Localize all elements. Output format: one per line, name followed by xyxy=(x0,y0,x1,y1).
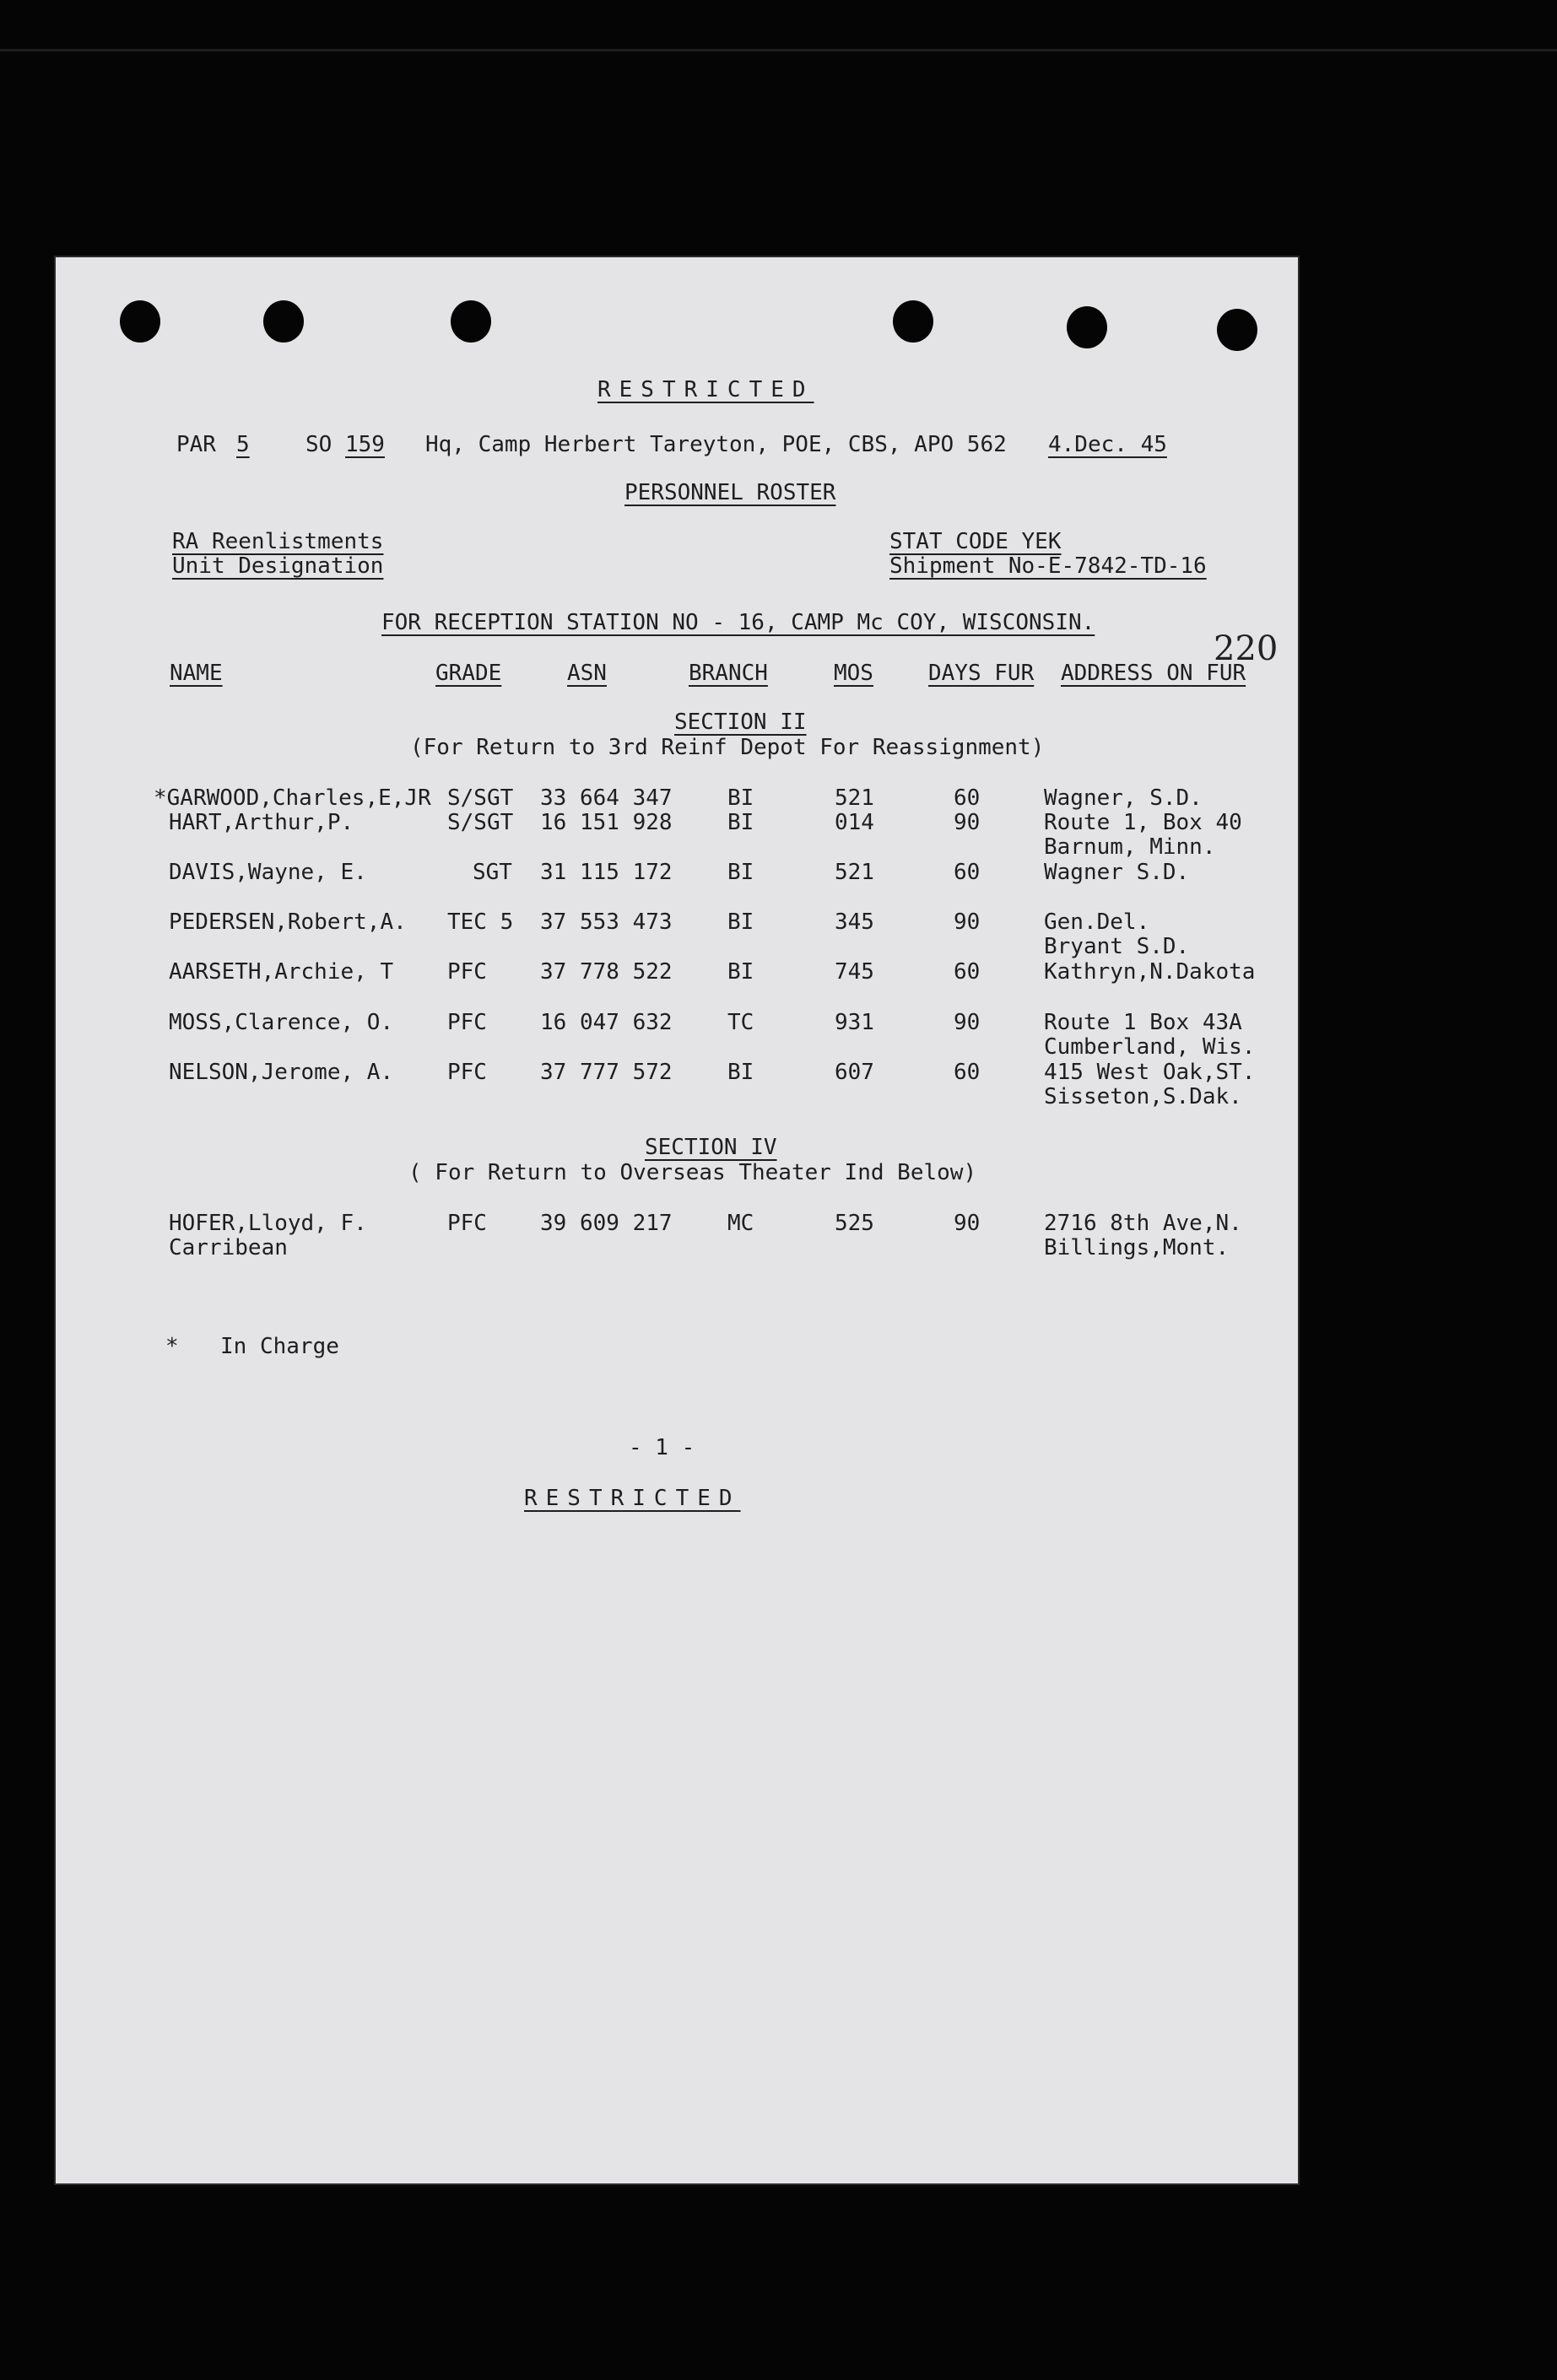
cell-grade: PFC xyxy=(447,1060,487,1085)
cell-branch: BI xyxy=(727,959,754,985)
cell-grade: SGT xyxy=(473,860,512,885)
cell-branch: MC xyxy=(727,1211,754,1236)
cell-mos: 607 xyxy=(835,1060,874,1085)
cell-mos: 931 xyxy=(835,1010,874,1035)
headquarters-line: Hq, Camp Herbert Tareyton, POE, CBS, APO 562 xyxy=(425,432,1007,457)
cell-mos: 525 xyxy=(835,1211,874,1236)
cell-asn: 33 664 347 xyxy=(540,785,673,811)
roster-title: PERSONNEL ROSTER xyxy=(624,480,836,505)
cell-branch: BI xyxy=(727,860,754,885)
cell-name: MOSS,Clarence, O. xyxy=(169,1010,394,1035)
cell-asn: 37 777 572 xyxy=(540,1060,673,1085)
cell-asn: 16 151 928 xyxy=(540,810,673,835)
cell-name: HART,Arthur,P. xyxy=(169,810,354,835)
column-header-grade: GRADE xyxy=(435,661,502,686)
document-page xyxy=(54,256,1300,2185)
column-header-asn: ASN xyxy=(567,661,607,686)
cell-days: 60 xyxy=(954,1060,981,1085)
footnote-text: In Charge xyxy=(220,1334,339,1359)
unit-designation-label: Unit Designation xyxy=(172,553,384,579)
cell-branch: TC xyxy=(727,1010,754,1035)
cell-name: NELSON,Jerome, A. xyxy=(169,1060,394,1085)
so-value: 159 xyxy=(345,432,385,457)
cell-mos: 521 xyxy=(835,860,874,885)
punch-hole xyxy=(1217,309,1257,351)
cell-days: 90 xyxy=(954,1211,981,1236)
cell-address: Route 1 Box 43A xyxy=(1044,1010,1242,1035)
cell-address: Wagner, S.D. xyxy=(1044,785,1203,811)
page-stamp: 220 xyxy=(1214,629,1279,668)
page-number: - 1 - xyxy=(629,1435,695,1460)
punch-hole xyxy=(120,300,160,343)
classification-header: RESTRICTED xyxy=(597,377,814,402)
cell-address-line2: Billings,Mont. xyxy=(1044,1235,1230,1260)
column-header-name: NAME xyxy=(170,661,223,686)
section-subtitle: ( For Return to Overseas Theater Ind Below) xyxy=(408,1160,977,1185)
cell-address-line2: Cumberland, Wis. xyxy=(1044,1034,1256,1060)
order-date: 4.Dec. 45 xyxy=(1048,432,1167,457)
cell-grade: PFC xyxy=(447,1211,487,1236)
cell-mos: 521 xyxy=(835,785,874,811)
column-header-branch: BRANCH xyxy=(689,661,768,686)
destination-line: FOR RECEPTION STATION NO - 16, CAMP Mc COY, WISCONSIN. xyxy=(381,610,1095,635)
cell-days: 90 xyxy=(954,909,981,935)
classification-footer: RESTRICTED xyxy=(524,1486,741,1511)
punch-hole xyxy=(451,300,491,343)
scan-edge xyxy=(0,49,1557,51)
par-label: PAR xyxy=(176,432,216,457)
cell-days: 60 xyxy=(954,959,981,985)
cell-grade: PFC xyxy=(447,1010,487,1035)
cell-days: 90 xyxy=(954,810,981,835)
cell-days: 60 xyxy=(954,860,981,885)
cell-address-line2: Sisseton,S.Dak. xyxy=(1044,1084,1242,1109)
punch-hole xyxy=(263,300,304,343)
stat-code: STAT CODE YEK xyxy=(889,529,1062,554)
cell-mos: 345 xyxy=(835,909,874,935)
cell-address: 415 West Oak,ST. xyxy=(1044,1060,1256,1085)
column-header-address: ADDRESS ON FUR xyxy=(1061,661,1246,686)
cell-branch: BI xyxy=(727,785,754,811)
cell-address-line2: Barnum, Minn. xyxy=(1044,834,1216,860)
cell-grade: PFC xyxy=(447,959,487,985)
cell-branch: BI xyxy=(727,909,754,935)
section-title: SECTION IV xyxy=(645,1135,777,1160)
par-value: 5 xyxy=(236,432,250,457)
cell-address-line2: Bryant S.D. xyxy=(1044,934,1190,959)
punch-hole xyxy=(1067,306,1107,348)
cell-address: Wagner S.D. xyxy=(1044,860,1190,885)
cell-name: HOFER,Lloyd, F. xyxy=(169,1211,367,1236)
cell-asn: 37 778 522 xyxy=(540,959,673,985)
cell-name: PEDERSEN,Robert,A. xyxy=(169,909,407,935)
cell-name: AARSETH,Archie, T xyxy=(169,959,394,985)
cell-mos: 014 xyxy=(835,810,874,835)
footnote-mark: * xyxy=(165,1334,179,1359)
so-label: SO xyxy=(305,432,332,457)
cell-grade: TEC 5 xyxy=(447,909,514,935)
cell-mos: 745 xyxy=(835,959,874,985)
cell-address: Gen.Del. xyxy=(1044,909,1150,935)
cell-address: Kathryn,N.Dakota xyxy=(1044,959,1256,985)
cell-name-line2: Carribean xyxy=(169,1235,288,1260)
cell-asn: 31 115 172 xyxy=(540,860,673,885)
column-header-mos: MOS xyxy=(834,661,873,686)
cell-asn: 37 553 473 xyxy=(540,909,673,935)
cell-branch: BI xyxy=(727,1060,754,1085)
section-subtitle: (For Return to 3rd Reinf Depot For Reassignment) xyxy=(410,735,1045,760)
cell-name: *GARWOOD,Charles,E,JR xyxy=(154,785,431,811)
cell-address: Route 1, Box 40 xyxy=(1044,810,1242,835)
cell-asn: 16 047 632 xyxy=(540,1010,673,1035)
section-title: SECTION II xyxy=(674,710,807,735)
cell-address: 2716 8th Ave,N. xyxy=(1044,1211,1242,1236)
punch-hole xyxy=(893,300,933,343)
cell-days: 60 xyxy=(954,785,981,811)
cell-asn: 39 609 217 xyxy=(540,1211,673,1236)
cell-days: 90 xyxy=(954,1010,981,1035)
unit-designation-value: RA Reenlistments xyxy=(172,529,384,554)
cell-name: DAVIS,Wayne, E. xyxy=(169,860,367,885)
cell-branch: BI xyxy=(727,810,754,835)
cell-grade: S/SGT xyxy=(447,810,514,835)
column-header-days-fur: DAYS FUR xyxy=(928,661,1035,686)
cell-grade: S/SGT xyxy=(447,785,514,811)
shipment-number: Shipment No-E-7842-TD-16 xyxy=(889,553,1207,579)
